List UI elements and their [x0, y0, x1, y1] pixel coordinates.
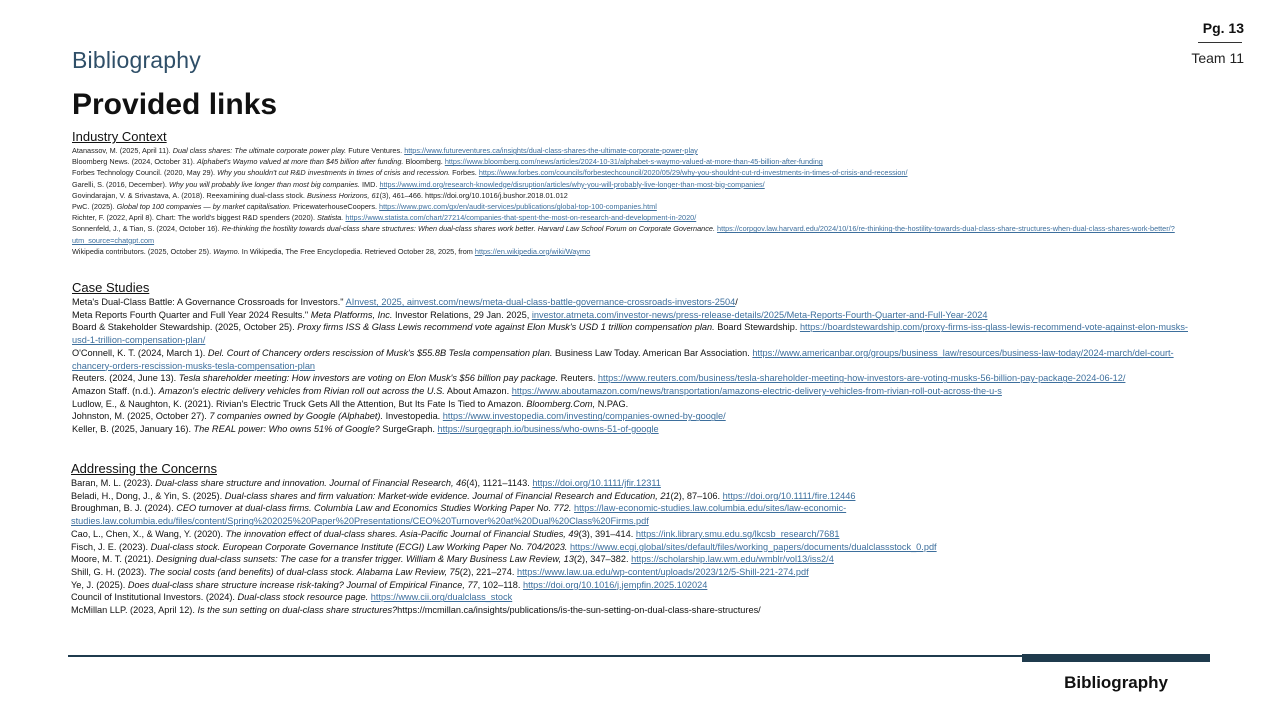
reference-text: Sonnenfeld, J., & Tian, S. (2024, October 16).: [72, 224, 222, 234]
reference-title: Business Horizons, 61: [306, 190, 380, 200]
reference-list: [72, 296, 1202, 436]
reference-text: About Amazon.: [444, 385, 512, 396]
section-heading: Addressing the Concerns: [71, 461, 217, 476]
reference-title: Dual-class stock resource page.: [237, 592, 369, 603]
reference-text: Meta's Dual-Class Battle: A Governance Crossroads for Investors.": [72, 297, 346, 307]
reference-title: The innovation effect of dual-class shares. Asia-Pacific Journal of Financial Studies, 49: [225, 528, 579, 539]
reference-text: Keller, B. (2025, January 16).: [72, 424, 194, 435]
reference-link[interactable]: https://www.investopedia.com/investing/companies-owned-by-google/: [442, 411, 726, 422]
reference-text: Business Law Today. American Bar Association.: [552, 347, 753, 358]
reference-title: Tesla shareholder meeting: How investors are voting on Elon Musk's $56 billion pay package.: [178, 373, 559, 384]
reference-link[interactable]: https://www.americanbar.org/groups/business_law/resources/business-law-today/2024-march/del-court-chancery-orders-rescission-musks-tesla-compensation-plan: [72, 347, 1174, 371]
reference-entry: [71, 490, 1201, 503]
reference-text: Board & Stakeholder Stewardship. (2025, October 25).: [72, 322, 298, 333]
reference-title: Dual-class share structure and innovation. Journal of Financial Research, 46: [155, 478, 467, 488]
reference-text: Moore, M. T. (2021).: [71, 554, 157, 565]
reference-entry: [72, 167, 1202, 178]
reference-text: PwC. (2025).: [72, 202, 117, 212]
reference-text: Forbes.: [450, 168, 479, 178]
reference-link[interactable]: https://www.cii.org/dualclass_stock: [370, 592, 513, 603]
reference-title: Statista.: [317, 213, 344, 223]
reference-link[interactable]: https://www.statista.com/chart/27214/companies-that-spent-the-most-on-research-and-development-in-2020/: [345, 213, 697, 223]
footer-label: Bibliography: [1064, 673, 1168, 692]
reference-link[interactable]: https://www.law.ua.edu/wp-content/uploads/2023/12/5-Shill-221-274.pdf: [517, 566, 809, 577]
reference-text: (3), 391–414.: [578, 528, 636, 539]
reference-text: Wikipedia contributors. (2025, October 25).: [72, 246, 214, 256]
reference-entry: [72, 309, 1202, 322]
reference-link[interactable]: https://www.aboutamazon.com/news/transportation/amazons-electric-delivery-vehicles-from-rivian-roll-out-across-the-u-s: [511, 385, 1002, 396]
reference-entry: [71, 579, 1201, 592]
reference-title: Why you shouldn't cut R&D investments in times of crisis and recession.: [217, 168, 451, 178]
reference-title: Waymo.: [213, 246, 240, 256]
reference-list: [72, 145, 1202, 257]
reference-title: Dual-class shares and firm valuation: Market-wide evidence. Journal of Financial Research and Education, 21: [224, 490, 671, 501]
reference-title: The REAL power: Who owns 51% of Google?: [193, 424, 380, 435]
reference-title: Meta Platforms, Inc.: [310, 309, 393, 320]
reference-text: McMillan LLP. (2023, April 12).: [71, 605, 198, 616]
reference-entry: [72, 190, 1202, 201]
reference-text: SurgeGraph.: [379, 424, 438, 435]
reference-text: Bloomberg.: [403, 157, 445, 167]
reference-text: Garelli, S. (2016, December).: [72, 179, 169, 189]
reference-entry: [72, 223, 1202, 245]
reference-text: Council of Institutional Investors. (2024).: [71, 592, 238, 603]
reference-entry: [71, 502, 1201, 527]
team-label: Team 11: [1191, 50, 1244, 66]
reference-link[interactable]: https://www.imd.org/research-knowledge/disruption/articles/why-you-will-probably-live-longer-than-most-big-companies/: [379, 179, 765, 189]
reference-text: O'Connell, K. T. (2024, March 1).: [72, 347, 208, 358]
reference-link[interactable]: https://www.forbes.com/councils/forbestechcouncil/2020/05/29/why-you-shouldnt-cut-rd-investments-in-times-of-crisis-and-recession/: [478, 168, 908, 178]
reference-link[interactable]: https://law-economic-studies.law.columbia.edu/sites/law-economic-studies.law.columbia.edu/files/content/Spring%202025%20Paper%20Presentations/CEO%20Turnover%20at%20Dual%20Class%20Firms.pdf: [71, 503, 847, 527]
reference-title: Amazon's electric delivery vehicles from Rivian roll out across the U.S.: [158, 385, 445, 396]
reference-text: Cao, L., Chen, X., & Wang, Y. (2020).: [71, 528, 226, 539]
reference-entry: [71, 604, 1201, 617]
reference-entry: [72, 201, 1202, 212]
reference-title: Designing dual-class sunsets: The case for a transfer trigger. William & Mary Business Law Review, 13: [156, 554, 574, 565]
reference-entry: [72, 296, 1202, 309]
reference-entry: [72, 321, 1202, 346]
reference-text: Atanassov, M. (2025, April 11).: [72, 146, 173, 155]
reference-text: (3), 461–466. https://doi.org/10.1016/j.bushor.2018.01.012: [379, 190, 568, 200]
reference-title: Del. Court of Chancery orders rescission of Musk's $55.8B Tesla compensation plan.: [207, 347, 553, 358]
reference-entry: [72, 410, 1202, 423]
reference-link[interactable]: investor.atmeta.com/investor-news/press-release-details/2025/Meta-Reports-Fourth-Quarter-and-Full-Year-2024: [531, 309, 988, 320]
reference-text: Ludlow, E., & Naughton, K. (2021). Rivian's Electric Truck Gets All the Attention, But Its Fate Is Tied to Amazon.: [72, 398, 527, 409]
reference-title: Bloomberg.Com,: [526, 398, 596, 409]
reference-text: IMD.: [359, 179, 380, 189]
reference-text: Reuters. (2024, June 13).: [72, 373, 179, 384]
reference-link[interactable]: https://scholarship.law.wm.edu/wmblr/vol13/iss2/4: [631, 554, 834, 565]
reference-title: Does dual-class share structure increase risk-taking? Journal of Empirical Finance, 77: [127, 579, 478, 590]
reference-entry: [71, 553, 1201, 566]
section-heading: Industry Context: [72, 129, 167, 144]
reference-entry: [72, 423, 1202, 436]
reference-list: [71, 477, 1201, 617]
reference-title: Dual class shares: The ultimate corporate power play.: [172, 146, 347, 155]
reference-text: Johnston, M. (2025, October 27).: [72, 411, 210, 422]
reference-text: Richter, F. (2022, April 8). Chart: The world's biggest R&D spenders (2020).: [72, 213, 318, 223]
section-supertitle: Bibliography: [72, 47, 201, 73]
reference-entry: [71, 591, 1201, 604]
reference-link[interactable]: https://doi.org/10.1016/j.jempfin.2025.102024: [522, 579, 708, 590]
page-number-rule: [1198, 42, 1242, 43]
reference-entry: [72, 385, 1202, 398]
reference-title: The social costs (and benefits) of dual-class stock. Alabama Law Review, 75: [149, 566, 460, 577]
reference-link[interactable]: https://surgegraph.io/business/who-owns-51-of-google: [437, 424, 659, 435]
reference-link[interactable]: https://www.futureventures.ca/insights/dual-class-shares-the-ultimate-corporate-power-play: [404, 146, 698, 155]
reference-text: In Wikipedia, The Free Encyclopedia. Retrieved October 28, 2025, from: [239, 246, 475, 256]
reference-title: CEO turnover at dual-class firms. Columbia Law and Economics Studies Working Paper No. 772.: [176, 503, 572, 514]
reference-title: Re-thinking the hostility towards dual-class share structures: When dual-class shares work better. Harvard Law School Forum on Corporate Governance.: [221, 224, 715, 234]
reference-entry: [72, 398, 1202, 411]
section-case-studies: [72, 280, 1202, 436]
reference-text: Investor Relations, 29 Jan. 2025,: [392, 309, 532, 320]
reference-entry: [72, 212, 1202, 223]
reference-title: Is the sun setting on dual-class share structures?: [197, 605, 398, 616]
reference-entry: [72, 156, 1202, 167]
reference-link[interactable]: https://boardstewardship.com/proxy-firms-iss-glass-lewis-recommend-vote-against-elon-musks-usd-1-trillion-compensation-plan/: [72, 322, 1188, 346]
reference-link[interactable]: https://www.pwc.com/gx/en/audit-services/publications/global-top-100-companies.html: [379, 202, 657, 212]
reference-entry: [72, 246, 1202, 257]
reference-link[interactable]: https://www.bloomberg.com/news/articles/2024-10-31/alphabet-s-waymo-valued-at-more-than-45-billion-after-funding: [444, 157, 823, 167]
reference-link[interactable]: AInvest, 2025, ainvest.com/news/meta-dual-class-battle-governance-crossroads-investors-2504: [345, 297, 736, 307]
reference-title: 7 companies owned by Google (Alphabet).: [209, 411, 384, 422]
reference-text: (4), 1121–1143.: [466, 478, 533, 488]
reference-text: , 102–118.: [477, 579, 523, 590]
page-title: Provided links: [72, 88, 278, 121]
reference-link[interactable]: https://www.reuters.com/business/tesla-shareholder-meeting-how-investors-are-voting-musks-56-billion-pay-package-2024-06-12/: [597, 373, 1126, 384]
reference-entry: [72, 347, 1202, 372]
reference-entry: [71, 566, 1201, 579]
reference-title: Alphabet's Waymo valued at more than $45 billion after funding.: [196, 157, 404, 167]
reference-title: Dual-class stock. European Corporate Governance Institute (ECGI) Law Working Paper No. 704/2023.: [150, 541, 568, 552]
reference-link[interactable]: https://en.wikipedia.org/wiki/Waymo: [474, 246, 591, 256]
section-industry-context: [72, 129, 1202, 257]
reference-text: Broughman, B. J. (2024).: [71, 503, 177, 514]
reference-text: Reuters.: [558, 373, 598, 384]
reference-text: Fisch, J. E. (2023).: [71, 541, 151, 552]
reference-entry: [71, 528, 1201, 541]
reference-text: Future Ventures.: [346, 146, 405, 155]
reference-entry: [72, 372, 1202, 385]
reference-text: Baran, M. L. (2023).: [71, 478, 156, 488]
reference-text: Shill, G. H. (2023).: [71, 566, 150, 577]
reference-text: N.PAG.: [595, 398, 629, 409]
reference-link[interactable]: https://corpgov.law.harvard.edu/2024/10/16/re-thinking-the-hostility-towards-dual-class-share-structures-when-dual-class-shares-work-better/?utm_source=chatgpt.com: [72, 224, 1175, 245]
reference-text: PricewaterhouseCoopers.: [291, 202, 380, 212]
reference-text: (2), 347–382.: [573, 554, 632, 565]
reference-link[interactable]: https://doi.org/10.1111/fire.12446: [722, 490, 856, 501]
reference-text: Bloomberg News. (2024, October 31).: [72, 157, 197, 167]
footer-accent-bar: [1022, 654, 1210, 662]
page-number: Pg. 13: [1202, 20, 1244, 36]
reference-link[interactable]: https://ink.library.smu.edu.sg/lkcsb_research/7681: [635, 528, 840, 539]
reference-text: Ye, J. (2025).: [71, 579, 128, 590]
reference-entry: [72, 179, 1202, 190]
section-heading: Case Studies: [72, 280, 150, 295]
reference-text: Investopedia.: [383, 411, 443, 422]
reference-text: /: [735, 297, 738, 307]
reference-title: Proxy firms ISS & Glass Lewis recommend vote against Elon Musk's USD 1 trillion compensation plan.: [297, 322, 715, 333]
reference-text: Forbes Technology Council. (2020, May 29).: [72, 168, 218, 178]
reference-text: (2), 87–106.: [670, 490, 723, 501]
reference-entry: [71, 541, 1201, 554]
reference-link[interactable]: https://doi.org/10.1111/jfir.12311: [532, 478, 661, 488]
reference-text: Board Stewardship.: [714, 322, 800, 333]
reference-text: Amazon Staff. (n.d.).: [72, 385, 159, 396]
reference-text: Beladi, H., Dong, J., & Yin, S. (2025).: [71, 490, 225, 501]
reference-link[interactable]: https://www.ecgi.global/sites/default/files/working_papers/documents/dualclassstock_0.pdf: [569, 541, 937, 552]
reference-entry: [72, 145, 1202, 156]
reference-title: Why you will probably live longer than most big companies.: [168, 179, 360, 189]
section-addressing-concerns: [71, 461, 1201, 617]
reference-text: Meta Reports Fourth Quarter and Full Year 2024 Results.": [72, 309, 311, 320]
reference-text: (2), 221–274.: [459, 566, 517, 577]
reference-text: Govindarajan, V. & Srivastava, A. (2018). Reexamining dual-class stock.: [72, 190, 307, 200]
reference-entry: [71, 477, 1201, 490]
reference-title: Global top 100 companies — by market capitalisation.: [116, 202, 292, 212]
reference-text: https://mcmillan.ca/insights/publications/is-the-sun-setting-on-dual-class-share-structures/: [397, 605, 761, 616]
